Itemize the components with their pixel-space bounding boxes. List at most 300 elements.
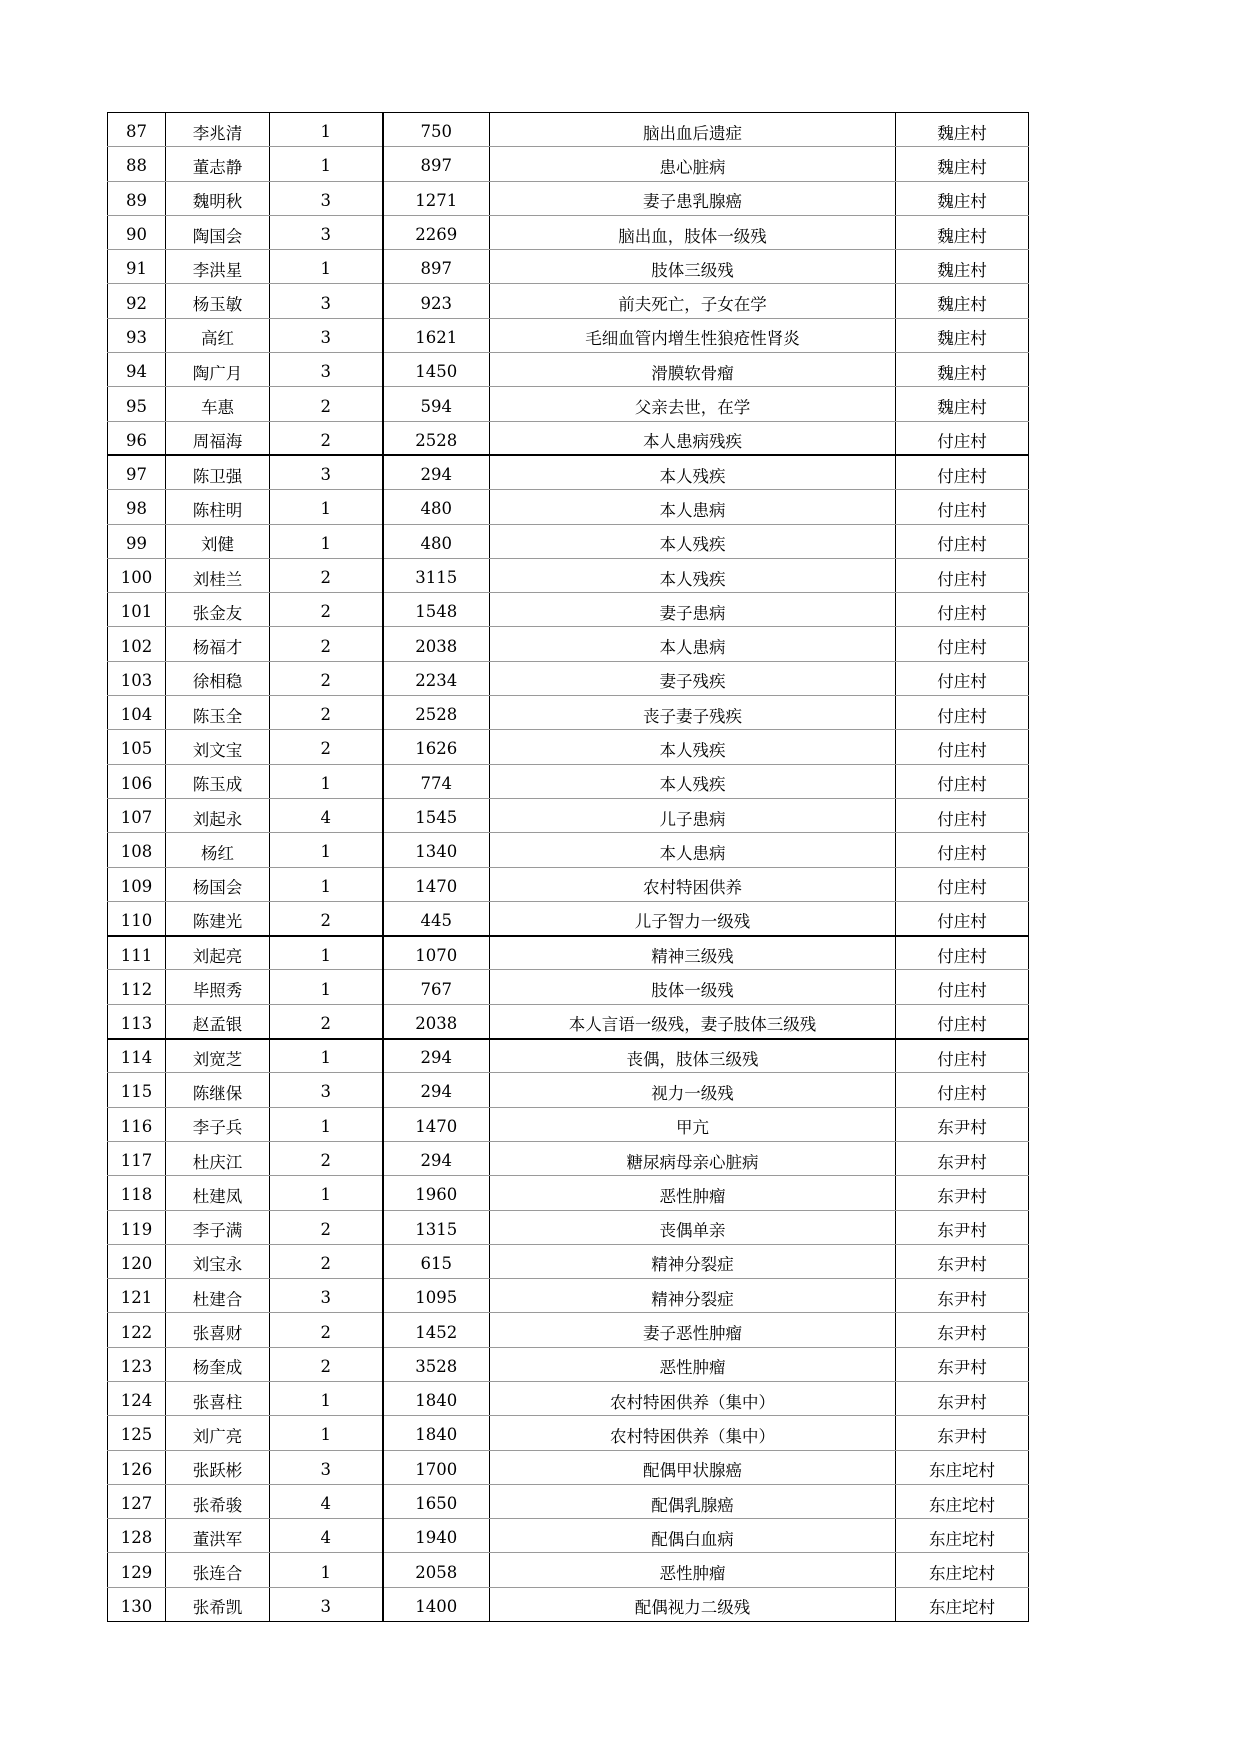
amount-cell: 615 <box>383 1244 490 1278</box>
household-size-cell: 2 <box>270 1210 383 1244</box>
household-size-cell: 2 <box>270 558 383 592</box>
name-cell: 杜建合 <box>166 1279 270 1313</box>
amount-cell: 1271 <box>383 181 490 215</box>
amount-cell: 1960 <box>383 1176 490 1210</box>
reason-cell: 农村特困供养 <box>490 867 896 901</box>
row-number-cell: 107 <box>108 798 166 832</box>
name-cell: 刘广亮 <box>166 1416 270 1450</box>
table-row <box>108 696 1029 730</box>
row-number-cell: 109 <box>108 867 166 901</box>
name-cell: 刘宝永 <box>166 1244 270 1278</box>
household-size-cell: 1 <box>270 524 383 558</box>
row-number-cell: 124 <box>108 1381 166 1415</box>
table-row <box>108 1313 1029 1347</box>
table-body <box>108 113 1029 1622</box>
row-number-cell: 100 <box>108 558 166 592</box>
amount-cell: 1450 <box>383 353 490 387</box>
row-number-cell: 95 <box>108 387 166 421</box>
reason-cell: 患心脏病 <box>490 147 896 181</box>
table-row <box>108 558 1029 592</box>
reason-cell: 妻子患乳腺癌 <box>490 181 896 215</box>
table-row <box>108 1484 1029 1518</box>
household-size-cell: 1 <box>270 250 383 284</box>
reason-cell: 精神分裂症 <box>490 1279 896 1313</box>
amount-cell: 1400 <box>383 1587 490 1621</box>
row-number-cell: 91 <box>108 250 166 284</box>
household-size-cell: 1 <box>270 936 383 970</box>
household-size-cell: 4 <box>270 1519 383 1553</box>
household-size-cell: 2 <box>270 1244 383 1278</box>
reason-cell: 父亲去世，在学 <box>490 387 896 421</box>
village-cell: 东尹村 <box>896 1347 1029 1381</box>
village-cell: 付庄村 <box>896 936 1029 970</box>
reason-cell: 本人言语一级残，妻子肢体三级残 <box>490 1004 896 1038</box>
name-cell: 杨红 <box>166 833 270 867</box>
name-cell: 杨福才 <box>166 627 270 661</box>
table-row <box>108 1450 1029 1484</box>
name-cell: 毕照秀 <box>166 970 270 1004</box>
village-cell: 付庄村 <box>896 867 1029 901</box>
village-cell: 付庄村 <box>896 730 1029 764</box>
household-size-cell: 4 <box>270 1484 383 1518</box>
amount-cell: 897 <box>383 147 490 181</box>
row-number-cell: 111 <box>108 936 166 970</box>
reason-cell: 本人患病 <box>490 490 896 524</box>
row-number-cell: 128 <box>108 1519 166 1553</box>
row-number-cell: 88 <box>108 147 166 181</box>
row-number-cell: 120 <box>108 1244 166 1278</box>
table-row <box>108 1519 1029 1553</box>
name-cell: 董志静 <box>166 147 270 181</box>
amount-cell: 294 <box>383 455 490 489</box>
amount-cell: 1340 <box>383 833 490 867</box>
row-number-cell: 112 <box>108 970 166 1004</box>
village-cell: 魏庄村 <box>896 181 1029 215</box>
name-cell: 杜庆江 <box>166 1141 270 1175</box>
village-cell: 付庄村 <box>896 764 1029 798</box>
row-number-cell: 125 <box>108 1416 166 1450</box>
household-size-cell: 3 <box>270 1587 383 1621</box>
name-cell: 陈玉成 <box>166 764 270 798</box>
reason-cell: 视力一级残 <box>490 1073 896 1107</box>
village-cell: 付庄村 <box>896 524 1029 558</box>
row-number-cell: 104 <box>108 696 166 730</box>
village-cell: 东尹村 <box>896 1313 1029 1347</box>
name-cell: 杨国会 <box>166 867 270 901</box>
table-row <box>108 798 1029 832</box>
household-size-cell: 3 <box>270 318 383 352</box>
relief-roster-table <box>107 112 1029 1622</box>
amount-cell: 1545 <box>383 798 490 832</box>
row-number-cell: 101 <box>108 593 166 627</box>
table-row <box>108 147 1029 181</box>
name-cell: 魏明秋 <box>166 181 270 215</box>
name-cell: 陈玉全 <box>166 696 270 730</box>
table-row <box>108 1347 1029 1381</box>
amount-cell: 2269 <box>383 215 490 249</box>
reason-cell: 本人残疾 <box>490 764 896 798</box>
table-row <box>108 421 1029 455</box>
name-cell: 张金友 <box>166 593 270 627</box>
household-size-cell: 3 <box>270 1073 383 1107</box>
name-cell: 杨奎成 <box>166 1347 270 1381</box>
row-number-cell: 102 <box>108 627 166 661</box>
amount-cell: 1700 <box>383 1450 490 1484</box>
row-number-cell: 93 <box>108 318 166 352</box>
household-size-cell: 3 <box>270 181 383 215</box>
household-size-cell: 2 <box>270 627 383 661</box>
village-cell: 付庄村 <box>896 1004 1029 1038</box>
village-cell: 东尹村 <box>896 1279 1029 1313</box>
village-cell: 付庄村 <box>896 558 1029 592</box>
household-size-cell: 2 <box>270 387 383 421</box>
table-row <box>108 764 1029 798</box>
name-cell: 车惠 <box>166 387 270 421</box>
household-size-cell: 3 <box>270 1450 383 1484</box>
name-cell: 徐相稳 <box>166 661 270 695</box>
table-row <box>108 593 1029 627</box>
reason-cell: 肢体三级残 <box>490 250 896 284</box>
household-size-cell: 2 <box>270 1347 383 1381</box>
reason-cell: 儿子智力一级残 <box>490 901 896 935</box>
amount-cell: 294 <box>383 1039 490 1073</box>
row-number-cell: 116 <box>108 1107 166 1141</box>
household-size-cell: 1 <box>270 490 383 524</box>
row-number-cell: 97 <box>108 455 166 489</box>
household-size-cell: 2 <box>270 901 383 935</box>
amount-cell: 923 <box>383 284 490 318</box>
row-number-cell: 123 <box>108 1347 166 1381</box>
table-row <box>108 1176 1029 1210</box>
table-row <box>108 1553 1029 1587</box>
name-cell: 杨玉敏 <box>166 284 270 318</box>
name-cell: 陶广月 <box>166 353 270 387</box>
household-size-cell: 1 <box>270 113 383 147</box>
amount-cell: 1452 <box>383 1313 490 1347</box>
name-cell: 刘起永 <box>166 798 270 832</box>
household-size-cell: 2 <box>270 1004 383 1038</box>
row-number-cell: 96 <box>108 421 166 455</box>
household-size-cell: 3 <box>270 1279 383 1313</box>
table-row <box>108 181 1029 215</box>
village-cell: 付庄村 <box>896 798 1029 832</box>
name-cell: 张跃彬 <box>166 1450 270 1484</box>
amount-cell: 1095 <box>383 1279 490 1313</box>
amount-cell: 1470 <box>383 867 490 901</box>
name-cell: 周福海 <box>166 421 270 455</box>
table-row <box>108 250 1029 284</box>
name-cell: 李兆清 <box>166 113 270 147</box>
table-row <box>108 490 1029 524</box>
village-cell: 东尹村 <box>896 1381 1029 1415</box>
village-cell: 东庄坨村 <box>896 1450 1029 1484</box>
reason-cell: 配偶乳腺癌 <box>490 1484 896 1518</box>
reason-cell: 甲亢 <box>490 1107 896 1141</box>
row-number-cell: 106 <box>108 764 166 798</box>
household-size-cell: 2 <box>270 730 383 764</box>
amount-cell: 3528 <box>383 1347 490 1381</box>
table-row <box>108 1039 1029 1073</box>
table-row <box>108 901 1029 935</box>
reason-cell: 本人残疾 <box>490 730 896 764</box>
amount-cell: 2038 <box>383 627 490 661</box>
household-size-cell: 1 <box>270 764 383 798</box>
table-row <box>108 936 1029 970</box>
reason-cell: 前夫死亡，子女在学 <box>490 284 896 318</box>
reason-cell: 儿子患病 <box>490 798 896 832</box>
reason-cell: 本人残疾 <box>490 455 896 489</box>
table-row <box>108 1381 1029 1415</box>
household-size-cell: 2 <box>270 421 383 455</box>
row-number-cell: 119 <box>108 1210 166 1244</box>
village-cell: 付庄村 <box>896 490 1029 524</box>
amount-cell: 1315 <box>383 1210 490 1244</box>
name-cell: 张喜财 <box>166 1313 270 1347</box>
reason-cell: 本人患病 <box>490 833 896 867</box>
household-size-cell: 2 <box>270 1141 383 1175</box>
amount-cell: 2038 <box>383 1004 490 1038</box>
amount-cell: 480 <box>383 524 490 558</box>
village-cell: 东尹村 <box>896 1244 1029 1278</box>
village-cell: 东庄坨村 <box>896 1553 1029 1587</box>
row-number-cell: 99 <box>108 524 166 558</box>
village-cell: 魏庄村 <box>896 318 1029 352</box>
village-cell: 付庄村 <box>896 901 1029 935</box>
reason-cell: 糖尿病母亲心脏病 <box>490 1141 896 1175</box>
table-row <box>108 833 1029 867</box>
row-number-cell: 127 <box>108 1484 166 1518</box>
name-cell: 刘健 <box>166 524 270 558</box>
village-cell: 东庄坨村 <box>896 1587 1029 1621</box>
household-size-cell: 1 <box>270 1176 383 1210</box>
amount-cell: 594 <box>383 387 490 421</box>
name-cell: 刘桂兰 <box>166 558 270 592</box>
table-row <box>108 455 1029 489</box>
amount-cell: 767 <box>383 970 490 1004</box>
amount-cell: 1940 <box>383 1519 490 1553</box>
village-cell: 魏庄村 <box>896 353 1029 387</box>
village-cell: 东尹村 <box>896 1210 1029 1244</box>
household-size-cell: 1 <box>270 1381 383 1415</box>
table-row <box>108 524 1029 558</box>
reason-cell: 丧子妻子残疾 <box>490 696 896 730</box>
amount-cell: 750 <box>383 113 490 147</box>
row-number-cell: 113 <box>108 1004 166 1038</box>
table-row <box>108 1107 1029 1141</box>
village-cell: 魏庄村 <box>896 387 1029 421</box>
name-cell: 陶国会 <box>166 215 270 249</box>
reason-cell: 妻子恶性肿瘤 <box>490 1313 896 1347</box>
reason-cell: 滑膜软骨瘤 <box>490 353 896 387</box>
household-size-cell: 3 <box>270 455 383 489</box>
amount-cell: 1470 <box>383 1107 490 1141</box>
village-cell: 付庄村 <box>896 661 1029 695</box>
table-row <box>108 1279 1029 1313</box>
reason-cell: 本人残疾 <box>490 558 896 592</box>
household-size-cell: 1 <box>270 1553 383 1587</box>
household-size-cell: 1 <box>270 1039 383 1073</box>
name-cell: 张希骏 <box>166 1484 270 1518</box>
amount-cell: 1621 <box>383 318 490 352</box>
amount-cell: 2058 <box>383 1553 490 1587</box>
row-number-cell: 114 <box>108 1039 166 1073</box>
reason-cell: 毛细血管内增生性狼疮性肾炎 <box>490 318 896 352</box>
row-number-cell: 92 <box>108 284 166 318</box>
household-size-cell: 4 <box>270 798 383 832</box>
row-number-cell: 108 <box>108 833 166 867</box>
village-cell: 付庄村 <box>896 1039 1029 1073</box>
reason-cell: 恶性肿瘤 <box>490 1553 896 1587</box>
village-cell: 魏庄村 <box>896 284 1029 318</box>
name-cell: 张连合 <box>166 1553 270 1587</box>
village-cell: 付庄村 <box>896 696 1029 730</box>
table-row <box>108 1244 1029 1278</box>
reason-cell: 恶性肿瘤 <box>490 1176 896 1210</box>
household-size-cell: 3 <box>270 215 383 249</box>
village-cell: 东尹村 <box>896 1416 1029 1450</box>
reason-cell: 农村特困供养（集中） <box>490 1381 896 1415</box>
row-number-cell: 130 <box>108 1587 166 1621</box>
village-cell: 付庄村 <box>896 593 1029 627</box>
household-size-cell: 1 <box>270 147 383 181</box>
table-row <box>108 1073 1029 1107</box>
household-size-cell: 1 <box>270 1416 383 1450</box>
reason-cell: 脑出血，肢体一级残 <box>490 215 896 249</box>
row-number-cell: 87 <box>108 113 166 147</box>
reason-cell: 精神分裂症 <box>490 1244 896 1278</box>
row-number-cell: 122 <box>108 1313 166 1347</box>
amount-cell: 3115 <box>383 558 490 592</box>
table-row <box>108 1210 1029 1244</box>
household-size-cell: 1 <box>270 970 383 1004</box>
village-cell: 东庄坨村 <box>896 1519 1029 1553</box>
village-cell: 魏庄村 <box>896 215 1029 249</box>
village-cell: 付庄村 <box>896 833 1029 867</box>
name-cell: 李子兵 <box>166 1107 270 1141</box>
table-row <box>108 661 1029 695</box>
household-size-cell: 3 <box>270 353 383 387</box>
table-row <box>108 1004 1029 1038</box>
village-cell: 付庄村 <box>896 455 1029 489</box>
row-number-cell: 121 <box>108 1279 166 1313</box>
amount-cell: 2234 <box>383 661 490 695</box>
reason-cell: 妻子残疾 <box>490 661 896 695</box>
name-cell: 刘起亮 <box>166 936 270 970</box>
amount-cell: 445 <box>383 901 490 935</box>
village-cell: 付庄村 <box>896 1073 1029 1107</box>
reason-cell: 精神三级残 <box>490 936 896 970</box>
household-size-cell: 1 <box>270 833 383 867</box>
name-cell: 陈柱明 <box>166 490 270 524</box>
row-number-cell: 117 <box>108 1141 166 1175</box>
reason-cell: 丧偶单亲 <box>490 1210 896 1244</box>
table-row <box>108 867 1029 901</box>
row-number-cell: 118 <box>108 1176 166 1210</box>
amount-cell: 897 <box>383 250 490 284</box>
village-cell: 东尹村 <box>896 1141 1029 1175</box>
name-cell: 陈卫强 <box>166 455 270 489</box>
village-cell: 付庄村 <box>896 421 1029 455</box>
table-row <box>108 1141 1029 1175</box>
amount-cell: 1840 <box>383 1416 490 1450</box>
row-number-cell: 103 <box>108 661 166 695</box>
name-cell: 高红 <box>166 318 270 352</box>
table-row <box>108 1587 1029 1621</box>
table-row <box>108 627 1029 661</box>
row-number-cell: 126 <box>108 1450 166 1484</box>
reason-cell: 配偶视力二级残 <box>490 1587 896 1621</box>
reason-cell: 农村特困供养（集中） <box>490 1416 896 1450</box>
table-row <box>108 113 1029 147</box>
reason-cell: 配偶甲状腺癌 <box>490 1450 896 1484</box>
amount-cell: 774 <box>383 764 490 798</box>
household-size-cell: 1 <box>270 867 383 901</box>
amount-cell: 1626 <box>383 730 490 764</box>
table-row <box>108 318 1029 352</box>
amount-cell: 1548 <box>383 593 490 627</box>
row-number-cell: 105 <box>108 730 166 764</box>
name-cell: 陈继保 <box>166 1073 270 1107</box>
village-cell: 魏庄村 <box>896 147 1029 181</box>
amount-cell: 2528 <box>383 421 490 455</box>
amount-cell: 294 <box>383 1141 490 1175</box>
reason-cell: 妻子患病 <box>490 593 896 627</box>
household-size-cell: 2 <box>270 1313 383 1347</box>
name-cell: 刘文宝 <box>166 730 270 764</box>
village-cell: 付庄村 <box>896 627 1029 661</box>
household-size-cell: 1 <box>270 1107 383 1141</box>
table-row <box>108 1416 1029 1450</box>
reason-cell: 恶性肿瘤 <box>490 1347 896 1381</box>
row-number-cell: 129 <box>108 1553 166 1587</box>
reason-cell: 本人患病残疾 <box>490 421 896 455</box>
village-cell: 东庄坨村 <box>896 1484 1029 1518</box>
name-cell: 陈建光 <box>166 901 270 935</box>
name-cell: 刘宽芝 <box>166 1039 270 1073</box>
amount-cell: 2528 <box>383 696 490 730</box>
name-cell: 李子满 <box>166 1210 270 1244</box>
reason-cell: 本人患病 <box>490 627 896 661</box>
table-row <box>108 215 1029 249</box>
amount-cell: 480 <box>383 490 490 524</box>
row-number-cell: 94 <box>108 353 166 387</box>
table-row <box>108 970 1029 1004</box>
village-cell: 魏庄村 <box>896 250 1029 284</box>
household-size-cell: 2 <box>270 696 383 730</box>
name-cell: 杜建凤 <box>166 1176 270 1210</box>
name-cell: 张喜柱 <box>166 1381 270 1415</box>
village-cell: 东尹村 <box>896 1107 1029 1141</box>
village-cell: 付庄村 <box>896 970 1029 1004</box>
reason-cell: 脑出血后遗症 <box>490 113 896 147</box>
amount-cell: 294 <box>383 1073 490 1107</box>
reason-cell: 丧偶，肢体三级残 <box>490 1039 896 1073</box>
amount-cell: 1070 <box>383 936 490 970</box>
reason-cell: 配偶白血病 <box>490 1519 896 1553</box>
household-size-cell: 3 <box>270 284 383 318</box>
household-size-cell: 2 <box>270 661 383 695</box>
table-row <box>108 353 1029 387</box>
table-row <box>108 284 1029 318</box>
row-number-cell: 98 <box>108 490 166 524</box>
village-cell: 魏庄村 <box>896 113 1029 147</box>
amount-cell: 1840 <box>383 1381 490 1415</box>
table-row <box>108 730 1029 764</box>
amount-cell: 1650 <box>383 1484 490 1518</box>
row-number-cell: 89 <box>108 181 166 215</box>
household-size-cell: 2 <box>270 593 383 627</box>
table-row <box>108 387 1029 421</box>
